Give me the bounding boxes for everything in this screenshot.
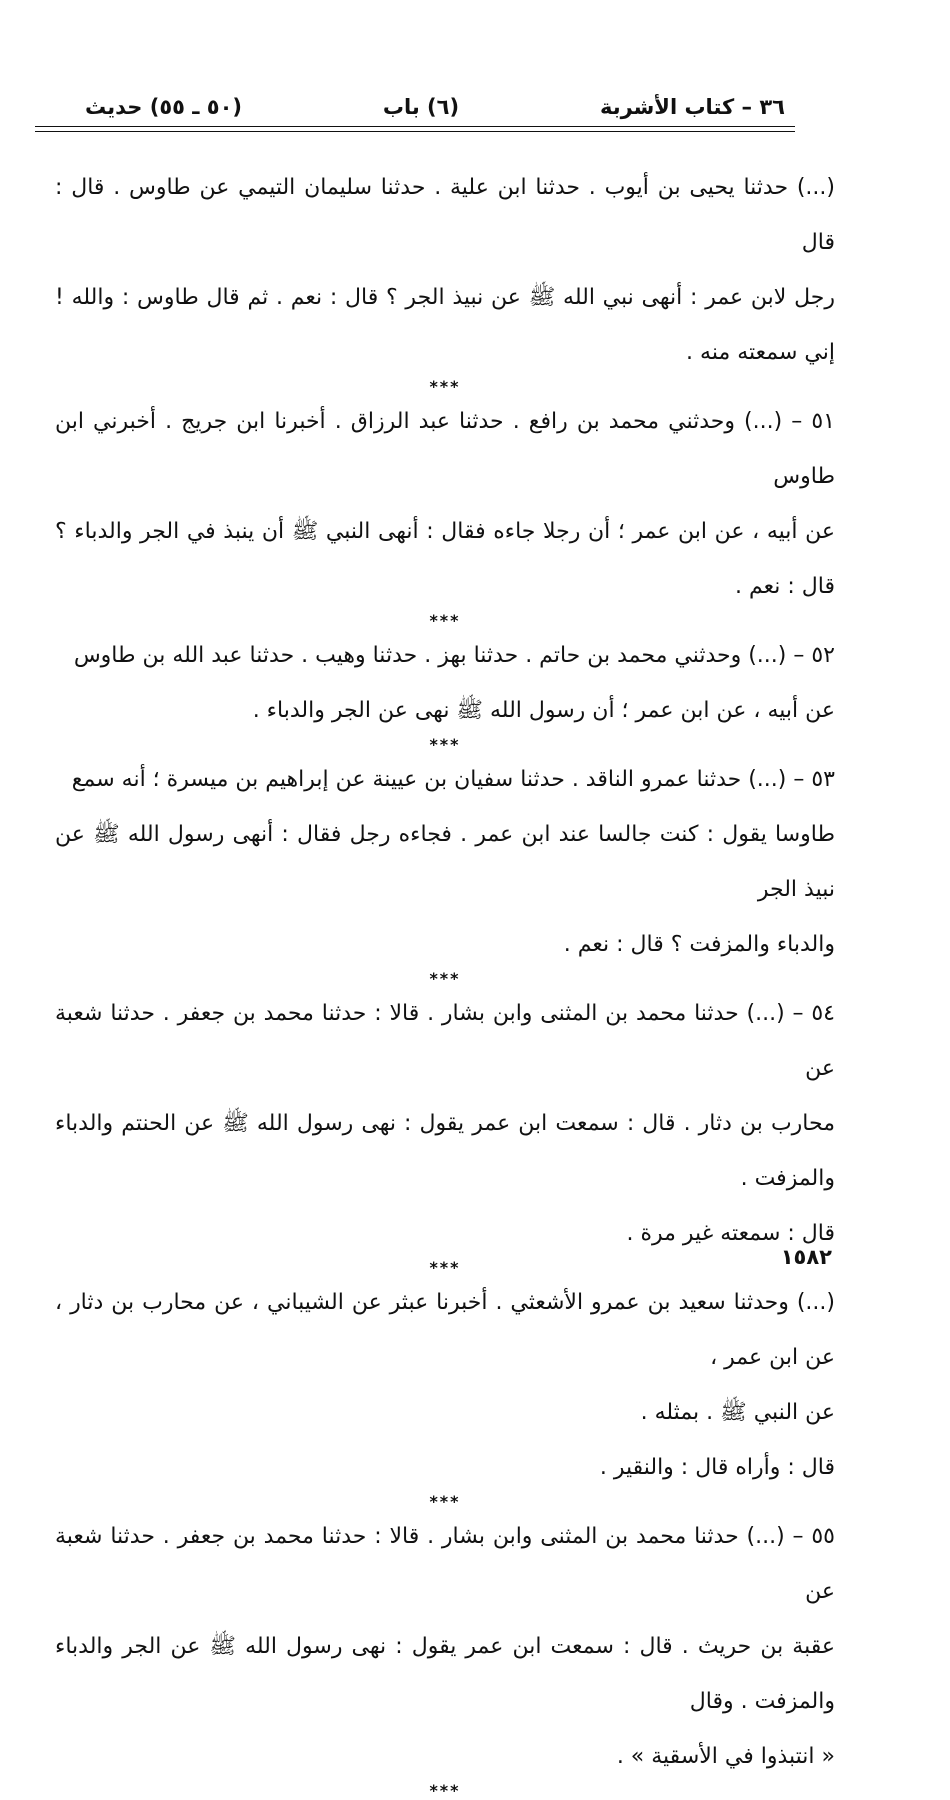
text-line: (...) حدثنا يحيى بن أيوب . حدثنا ابن علية . حدثنا سليمان التيمي عن طاوس . قال : قال [55, 175, 835, 255]
text-line: ٥٥ – (...) حدثنا محمد بن المثنى وابن بشار . قالا : حدثنا محمد بن جعفر . حدثنا شعبة عن [55, 1524, 835, 1604]
hadith-range: (٥٠ ـ ٥٥) حديث [85, 95, 243, 119]
text-line: والدباء والمزفت ؟ قال : نعم . [563, 932, 835, 957]
hadith-block [55, 1509, 835, 1784]
book-title: ٣٦ – كتاب الأشربة [599, 95, 785, 119]
text-line: عن أبيه ، عن ابن عمر ؛ أن رجلا جاءه فقال : أنهى النبي ﷺ أن ينبذ في الجر والدباء ؟ قال : نعم . [55, 519, 835, 599]
separator-stars: *** [429, 969, 461, 988]
text-line: ٥٣ – (...) حدثنا عمرو الناقد . حدثنا سفيان بن عيينة عن إبراهيم بن ميسرة ؛ أنه سمع [71, 767, 835, 792]
text-line: قال : وأراه قال : والنقير . [599, 1455, 835, 1480]
header-rule [35, 126, 795, 127]
page-header [85, 92, 785, 122]
text-line: عقبة بن حريث . قال : سمعت ابن عمر يقول : نهى رسول الله ﷺ عن الجر والدباء والمزفت . وقال [55, 1634, 835, 1714]
hadith-block [55, 394, 835, 614]
text-line: « انتبذوا في الأسقية » . [616, 1744, 835, 1769]
hadith-block [55, 1275, 835, 1495]
text-line: رجل لابن عمر : أنهى نبي الله ﷺ عن نبيذ الجر ؟ قال : نعم . ثم قال طاوس : والله ! إني سمعته منه . [55, 285, 835, 365]
separator-stars: *** [429, 377, 461, 396]
text-line: محارب بن دثار . قال : سمعت ابن عمر يقول : نهى رسول الله ﷺ عن الحنتم والدباء والمزفت . [55, 1111, 835, 1191]
chapter-label: (٦) باب [382, 95, 460, 119]
separator-stars: *** [429, 1492, 461, 1511]
text-line: ٥٤ – (...) حدثنا محمد بن المثنى وابن بشار . قالا : حدثنا محمد بن جعفر . حدثنا شعبة عن [55, 1001, 835, 1081]
text-line: ٥١ – (...) وحدثني محمد بن رافع . حدثنا عبد الرزاق . أخبرنا ابن جريج . أخبرني ابن طاوس [55, 409, 835, 489]
text-line: عن النبي ﷺ . بمثله . [640, 1400, 835, 1425]
separator-stars: *** [429, 735, 461, 754]
hadith-block [55, 628, 835, 738]
page-body [55, 160, 835, 1798]
hadith-block [55, 752, 835, 972]
page-number: ١٥٨٢ [780, 1245, 832, 1269]
text-line: عن أبيه ، عن ابن عمر ؛ أن رسول الله ﷺ نهى عن الجر والدباء . [252, 698, 835, 723]
separator-stars: *** [429, 1258, 461, 1277]
separator-stars: *** [429, 1781, 461, 1800]
hadith-block [55, 986, 835, 1261]
text-line: (...) وحدثنا سعيد بن عمرو الأشعثي . أخبرنا عبثر عن الشيباني ، عن محارب بن دثار ، عن ابن عمر ، [55, 1290, 835, 1370]
separator-stars: *** [429, 611, 461, 630]
header-rule-thin [35, 131, 795, 132]
hadith-block [55, 160, 835, 380]
text-line: طاوسا يقول : كنت جالسا عند ابن عمر . فجاءه رجل فقال : أنهى رسول الله ﷺ عن نبيذ الجر [55, 822, 835, 902]
text-line: ٥٢ – (...) وحدثني محمد بن حاتم . حدثنا بهز . حدثنا وهيب . حدثنا عبد الله بن طاوس [73, 643, 835, 668]
text-line: قال : سمعته غير مرة . [626, 1221, 835, 1246]
